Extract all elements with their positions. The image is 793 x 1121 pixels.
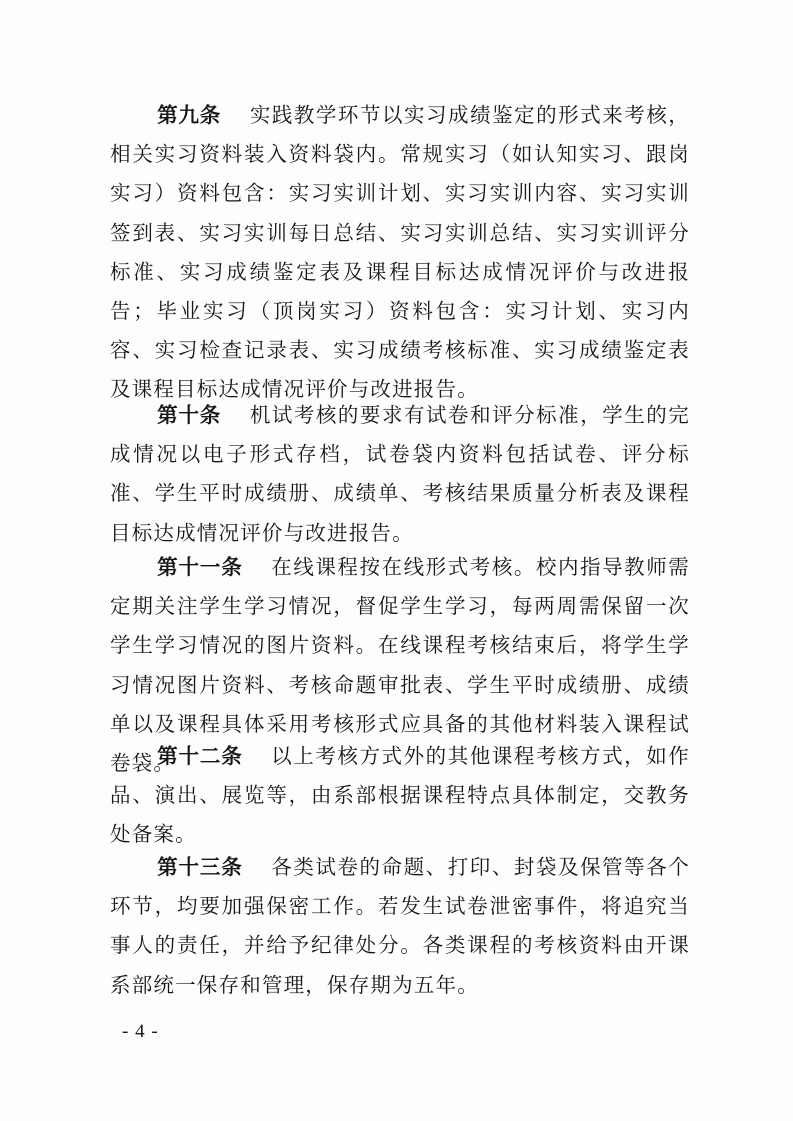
- article-13-text: 各类试卷的命题、打印、封袋及保管等各个环节，均要加强保密工作。若发生试卷泄密事件，将追究当事人的责任，并给予纪律处分。各类课程的考核资料由开课系部统一保存和管理，保存期为五年。: [110, 855, 690, 997]
- article-12-text: 以上考核方式外的其他课程考核方式，如作品、演出、展览等，由系部根据课程特点具体制定，交教务处备案。: [110, 744, 690, 847]
- article-12-title: 第十二条: [157, 744, 243, 768]
- article-10: [110, 396, 690, 553]
- page-number: - 4 -: [122, 1021, 159, 1042]
- article-9: [110, 96, 690, 410]
- article-9-text: 实践教学环节以实习成绩鉴定的形式来考核，相关实习资料装入资料袋内。常规实习（如认知实习、跟岗实习）资料包含：实习实训计划、实习实训内容、实习实训签到表、实习实训每日总结、实习实训总结、实习实训评分标准、实习成绩鉴定表及课程目标达成情况评价与改进报告；毕业实习（顶岗实习）资料包含：实习计划、实习内容、实习检查记录表、实习成绩考核标准、实习成绩鉴定表及课程目标达成情况评价与改进报告。: [110, 103, 691, 402]
- article-13: [110, 848, 690, 1005]
- article-10-text: 机试考核的要求有试卷和评分标准，学生的完成情况以电子形式存档，试卷袋内资料包括试卷、评分标准、学生平时成绩册、成绩单、考核结果质量分析表及课程目标达成情况评价与改进报告。: [110, 403, 691, 545]
- article-11-text: 在线课程按在线形式考核。校内指导教师需定期关注学生学习情况，督促学生学习，每两周需保留一次学生学习情况的图片资料。在线课程考核结束后，将学生学习情况图片资料、考核命题审批表、学生平时成绩册、成绩单以及课程具体采用考核形式应具备的其他材料装入课程试卷袋。: [110, 555, 690, 776]
- article-11-title: 第十一条: [157, 555, 243, 579]
- article-12: [110, 737, 690, 855]
- article-10-title: 第十条: [157, 403, 222, 427]
- article-9-title: 第九条: [157, 103, 222, 127]
- article-13-title: 第十三条: [157, 855, 243, 879]
